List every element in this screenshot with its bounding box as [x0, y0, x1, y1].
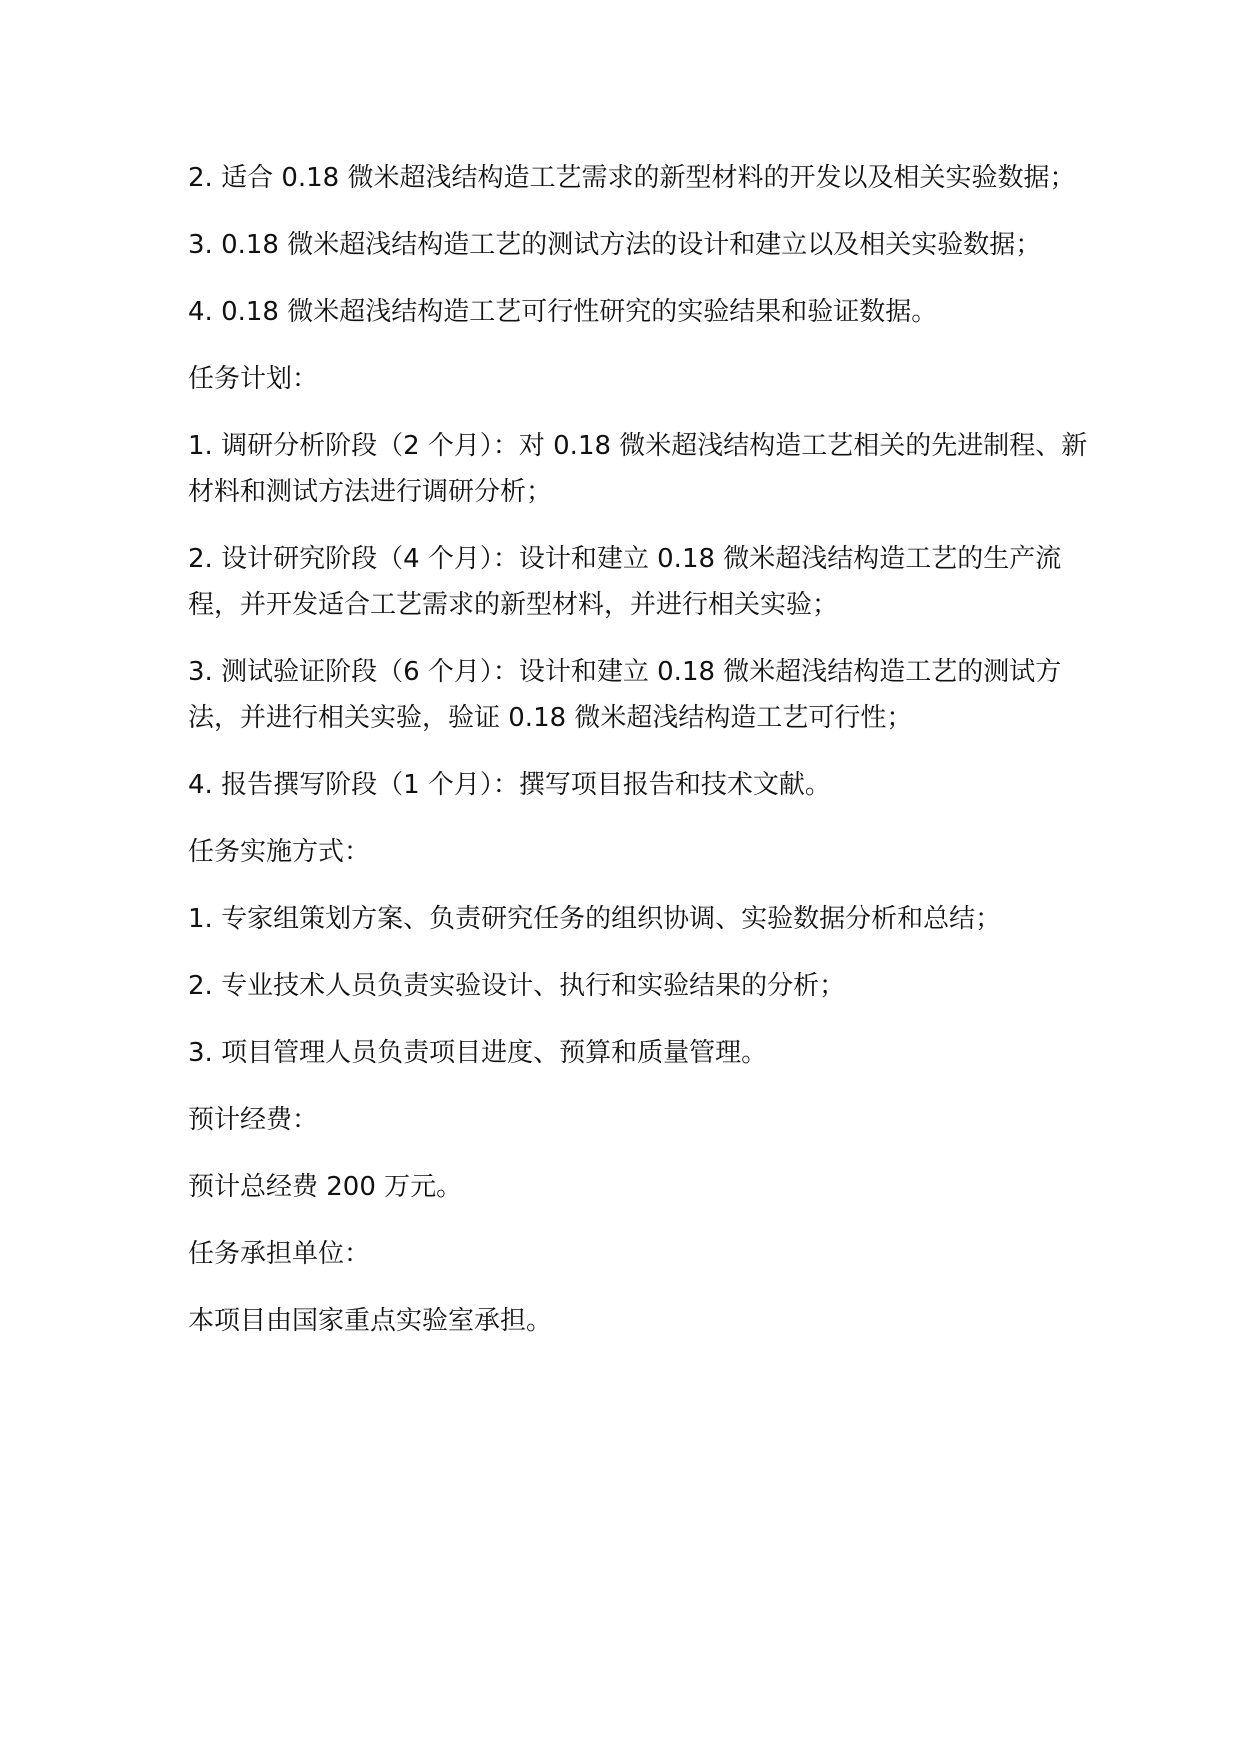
paragraph-plan-1: 1. 调研分析阶段（2 个月）：对 0.18 微米超浅结构造工艺相关的先进制程、新材料和测试方法进行调研分析；: [188, 431, 1088, 507]
heading-task-plan: 任务计划：: [188, 364, 319, 394]
paragraph-implementation-1: 1. 专家组策划方案、负责研究任务的组织协调、实验数据分析和总结；: [188, 904, 1002, 934]
paragraph-deliverable-4: 4. 0.18 微米超浅结构造工艺可行性研究的实验结果和验证数据。: [188, 297, 938, 327]
paragraph-budget: 预计总经费 200 万元。: [188, 1172, 463, 1202]
document-body: [188, 155, 1088, 1365]
heading-undertaking-unit: 任务承担单位：: [188, 1239, 371, 1269]
paragraph-plan-4: 4. 报告撰写阶段（1 个月）：撰写项目报告和技术文献。: [188, 770, 831, 800]
heading-implementation: 任务实施方式：: [188, 837, 371, 867]
paragraph-deliverable-2: 2. 适合 0.18 微米超浅结构造工艺需求的新型材料的开发以及相关实验数据；: [188, 163, 1076, 193]
paragraph-plan-3: 3. 测试验证阶段（6 个月）：设计和建立 0.18 微米超浅结构造工艺的测试方法，并进行相关实验，验证 0.18 微米超浅结构造工艺可行性；: [188, 657, 1062, 733]
paragraph-implementation-2: 2. 专业技术人员负责实验设计、执行和实验结果的分析；: [188, 971, 846, 1001]
heading-budget: 预计经费：: [188, 1105, 319, 1135]
paragraph-undertaking-unit: 本项目由国家重点实验室承担。: [188, 1306, 553, 1336]
paragraph-plan-2: 2. 设计研究阶段（4 个月）：设计和建立 0.18 微米超浅结构造工艺的生产流程，并开发适合工艺需求的新型材料，并进行相关实验；: [188, 544, 1062, 620]
paragraph-deliverable-3: 3. 0.18 微米超浅结构造工艺的测试方法的设计和建立以及相关实验数据；: [188, 230, 1042, 260]
paragraph-implementation-3: 3. 项目管理人员负责项目进度、预算和质量管理。: [188, 1038, 768, 1068]
